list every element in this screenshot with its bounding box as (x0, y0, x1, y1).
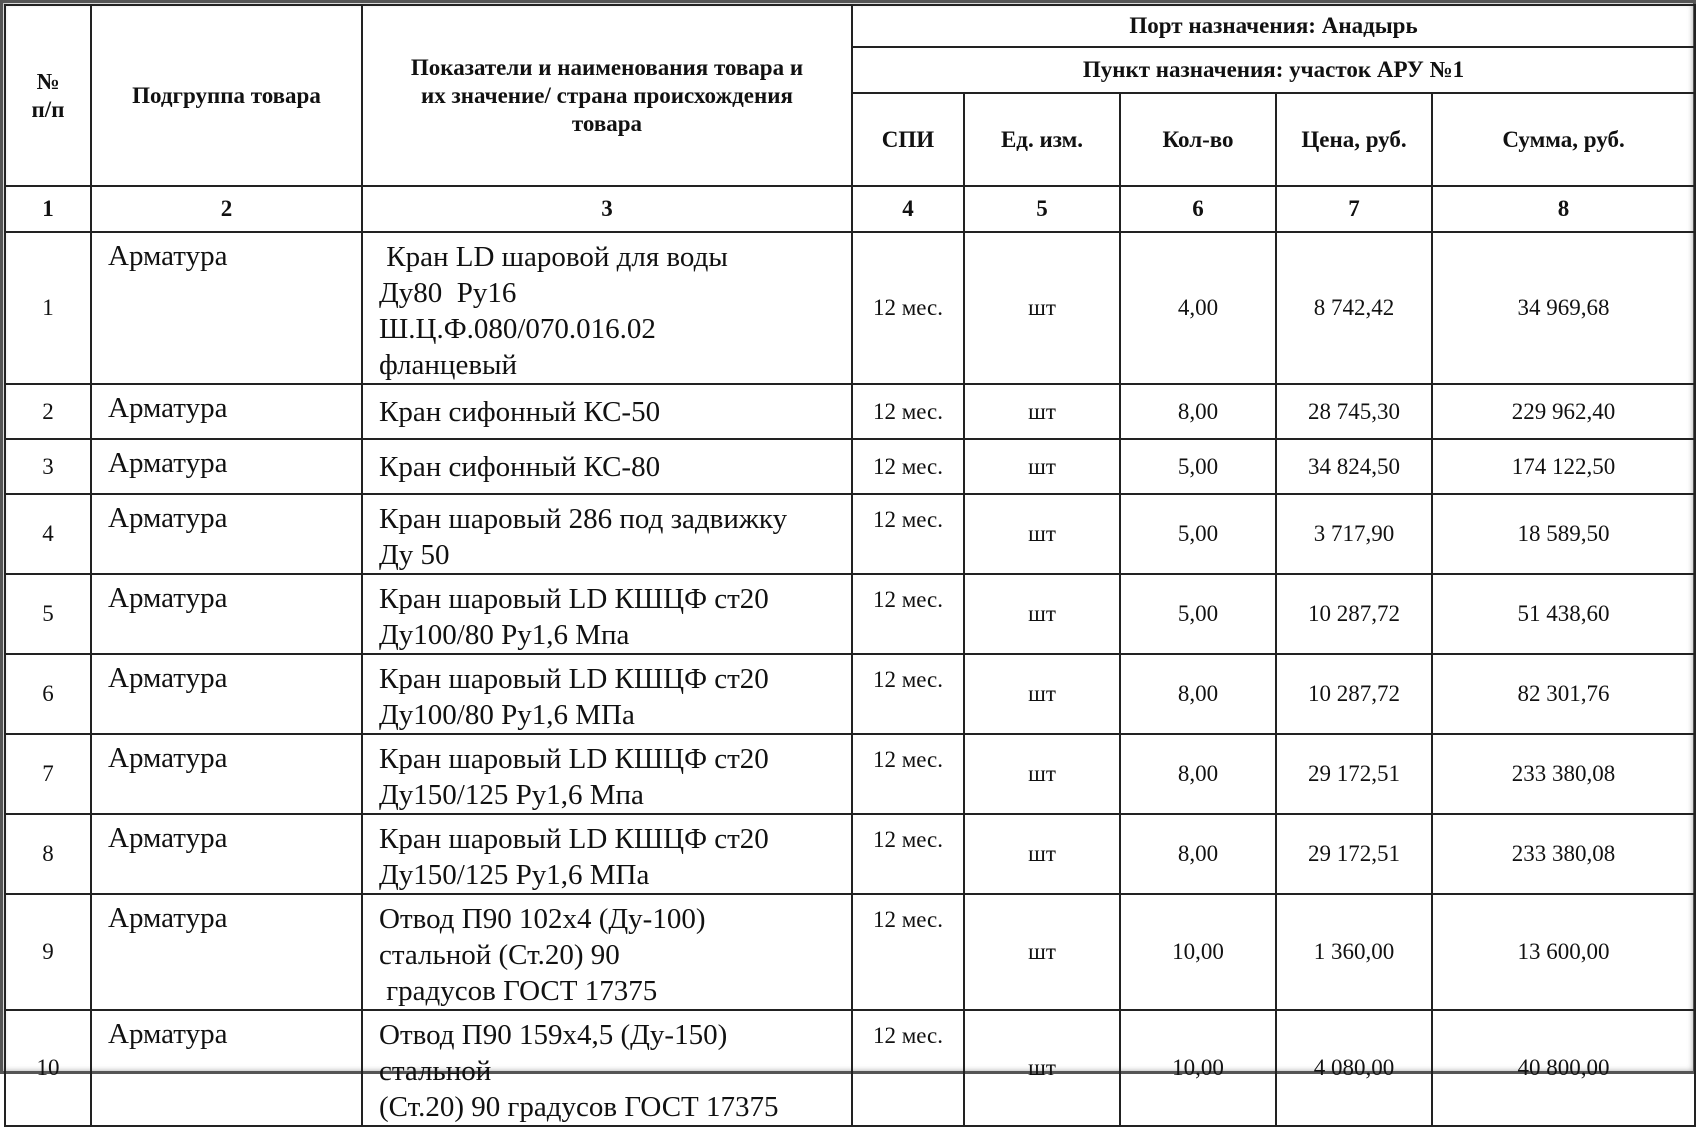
row-unit: шт (964, 894, 1120, 1010)
row-subgroup: Арматура (91, 654, 362, 734)
row-index: 6 (5, 654, 91, 734)
row-unit: шт (964, 1010, 1120, 1126)
row-spi: 12 мес. (852, 494, 964, 574)
row-sum: 229 962,40 (1432, 384, 1695, 439)
row-qty: 4,00 (1120, 232, 1276, 384)
table-row (5, 654, 1695, 734)
row-spi: 12 мес. (852, 384, 964, 439)
row-sum: 174 122,50 (1432, 439, 1695, 494)
row-name-line: фланцевый (379, 349, 518, 381)
row-name-line: Кран LD шаровой для воды (379, 241, 728, 273)
row-qty: 8,00 (1120, 384, 1276, 439)
row-unit: шт (964, 439, 1120, 494)
row-qty: 5,00 (1120, 494, 1276, 574)
row-sum: 233 380,08 (1432, 814, 1695, 894)
row-spi: 12 мес. (852, 232, 964, 384)
header-description-line: их значение/ страна происхождения (421, 82, 793, 108)
column-number: 1 (5, 186, 91, 232)
table-row (5, 814, 1695, 894)
row-name-line: Ду150/125 Ру1,6 Мпа (379, 779, 644, 811)
header-destination: Пункт назначения: участок АРУ №1 (852, 47, 1695, 93)
column-number: 7 (1276, 186, 1432, 232)
row-name-line: стальной (Ст.20) 90 (379, 939, 620, 971)
row-name-line: Кран шаровый LD КШЦФ ст20 (379, 663, 769, 695)
row-price: 29 172,51 (1276, 814, 1432, 894)
row-price: 1 360,00 (1276, 894, 1432, 1010)
row-name-line: Кран сифонный КС-50 (379, 395, 661, 428)
row-subgroup: Арматура (91, 574, 362, 654)
row-price: 3 717,90 (1276, 494, 1432, 574)
row-spi: 12 мес. (852, 894, 964, 1010)
table-row (5, 574, 1695, 654)
row-name (362, 734, 852, 814)
column-number: 6 (1120, 186, 1276, 232)
row-subgroup: Арматура (91, 734, 362, 814)
header-sum: Сумма, руб. (1432, 93, 1695, 186)
row-spi: 12 мес. (852, 574, 964, 654)
row-spi: 12 мес. (852, 654, 964, 734)
row-index: 10 (5, 1010, 91, 1126)
header-number-line: п/п (31, 96, 65, 122)
row-price: 10 287,72 (1276, 654, 1432, 734)
row-qty: 5,00 (1120, 439, 1276, 494)
row-name (362, 384, 852, 439)
row-name-line: (Ст.20) 90 градусов ГОСТ 17375 (379, 1091, 779, 1123)
header-subgroup: Подгруппа товара (91, 5, 362, 186)
row-index: 7 (5, 734, 91, 814)
column-number: 5 (964, 186, 1120, 232)
row-name-line: Ду80 Ру16 (379, 277, 517, 309)
column-number: 3 (362, 186, 852, 232)
row-name-line: Отвод П90 102х4 (Ду-100) (379, 903, 706, 935)
row-sum: 51 438,60 (1432, 574, 1695, 654)
header-qty: Кол-во (1120, 93, 1276, 186)
row-subgroup: Арматура (91, 1010, 362, 1126)
row-index: 8 (5, 814, 91, 894)
row-qty: 5,00 (1120, 574, 1276, 654)
row-name (362, 1010, 852, 1126)
goods-table (4, 4, 1696, 1127)
row-unit: шт (964, 734, 1120, 814)
row-sum: 34 969,68 (1432, 232, 1695, 384)
row-name (362, 494, 852, 574)
row-sum: 40 800,00 (1432, 1010, 1695, 1126)
row-price: 4 080,00 (1276, 1010, 1432, 1126)
row-name-line: Ду 50 (379, 539, 450, 571)
row-name-line: Ду150/125 Ру1,6 МПа (379, 859, 650, 891)
row-name-line: Кран шаровый 286 под задвижку (379, 503, 788, 535)
row-qty: 8,00 (1120, 734, 1276, 814)
row-spi: 12 мес. (852, 734, 964, 814)
row-index: 3 (5, 439, 91, 494)
row-name-line: Кран шаровый LD КШЦФ ст20 (379, 743, 769, 775)
row-name-line: Ду100/80 Ру1,6 Мпа (379, 619, 630, 651)
row-price: 34 824,50 (1276, 439, 1432, 494)
column-number-row (5, 186, 1695, 232)
row-name-line: Ш.Ц.Ф.080/070.016.02 (379, 313, 656, 345)
row-name-line: Ду100/80 Ру1,6 МПа (379, 699, 635, 731)
row-index: 2 (5, 384, 91, 439)
table-row (5, 232, 1695, 384)
row-name (362, 814, 852, 894)
row-sum: 13 600,00 (1432, 894, 1695, 1010)
header-number (5, 5, 91, 186)
row-name (362, 654, 852, 734)
row-unit: шт (964, 574, 1120, 654)
row-subgroup: Арматура (91, 814, 362, 894)
row-index: 1 (5, 232, 91, 384)
header-description-line: товара (571, 110, 643, 136)
row-name (362, 232, 852, 384)
row-qty: 10,00 (1120, 1010, 1276, 1126)
row-unit: шт (964, 232, 1120, 384)
row-subgroup: Арматура (91, 439, 362, 494)
row-subgroup: Арматура (91, 494, 362, 574)
header-description (362, 5, 852, 186)
table-row (5, 1010, 1695, 1126)
row-qty: 10,00 (1120, 894, 1276, 1010)
row-name-line: стальной (379, 1055, 492, 1087)
column-number: 4 (852, 186, 964, 232)
header-number-line: № (36, 68, 60, 94)
row-name (362, 574, 852, 654)
table-row (5, 439, 1695, 494)
row-name (362, 894, 852, 1010)
header-description-line: Показатели и наименования товара и (410, 54, 804, 80)
row-subgroup: Арматура (91, 894, 362, 1010)
table-row (5, 384, 1695, 439)
table-row (5, 894, 1695, 1010)
row-index: 5 (5, 574, 91, 654)
header-port: Порт назначения: Анадырь (852, 5, 1695, 47)
row-unit: шт (964, 494, 1120, 574)
row-subgroup: Арматура (91, 384, 362, 439)
row-name-line: градусов ГОСТ 17375 (379, 975, 658, 1007)
row-sum: 18 589,50 (1432, 494, 1695, 574)
row-name-line: Отвод П90 159х4,5 (Ду-150) (379, 1019, 728, 1051)
header-price: Цена, руб. (1276, 93, 1432, 186)
header-spi: СПИ (852, 93, 964, 186)
header-row-1 (5, 5, 1695, 47)
row-spi: 12 мес. (852, 439, 964, 494)
row-price: 28 745,30 (1276, 384, 1432, 439)
row-unit: шт (964, 384, 1120, 439)
row-name-line: Кран сифонный КС-80 (379, 450, 661, 483)
table-row (5, 734, 1695, 814)
row-index: 9 (5, 894, 91, 1010)
row-sum: 82 301,76 (1432, 654, 1695, 734)
row-index: 4 (5, 494, 91, 574)
row-name-line: Кран шаровый LD КШЦФ ст20 (379, 583, 769, 615)
row-sum: 233 380,08 (1432, 734, 1695, 814)
row-qty: 8,00 (1120, 814, 1276, 894)
row-name (362, 439, 852, 494)
row-spi: 12 мес. (852, 814, 964, 894)
row-price: 8 742,42 (1276, 232, 1432, 384)
row-spi: 12 мес. (852, 1010, 964, 1126)
row-subgroup: Арматура (91, 232, 362, 384)
table-row (5, 494, 1695, 574)
row-name-line: Кран шаровый LD КШЦФ ст20 (379, 823, 769, 855)
header-unit: Ед. изм. (964, 93, 1120, 186)
row-price: 29 172,51 (1276, 734, 1432, 814)
row-unit: шт (964, 654, 1120, 734)
column-number: 8 (1432, 186, 1695, 232)
row-price: 10 287,72 (1276, 574, 1432, 654)
row-qty: 8,00 (1120, 654, 1276, 734)
column-number: 2 (91, 186, 362, 232)
row-unit: шт (964, 814, 1120, 894)
